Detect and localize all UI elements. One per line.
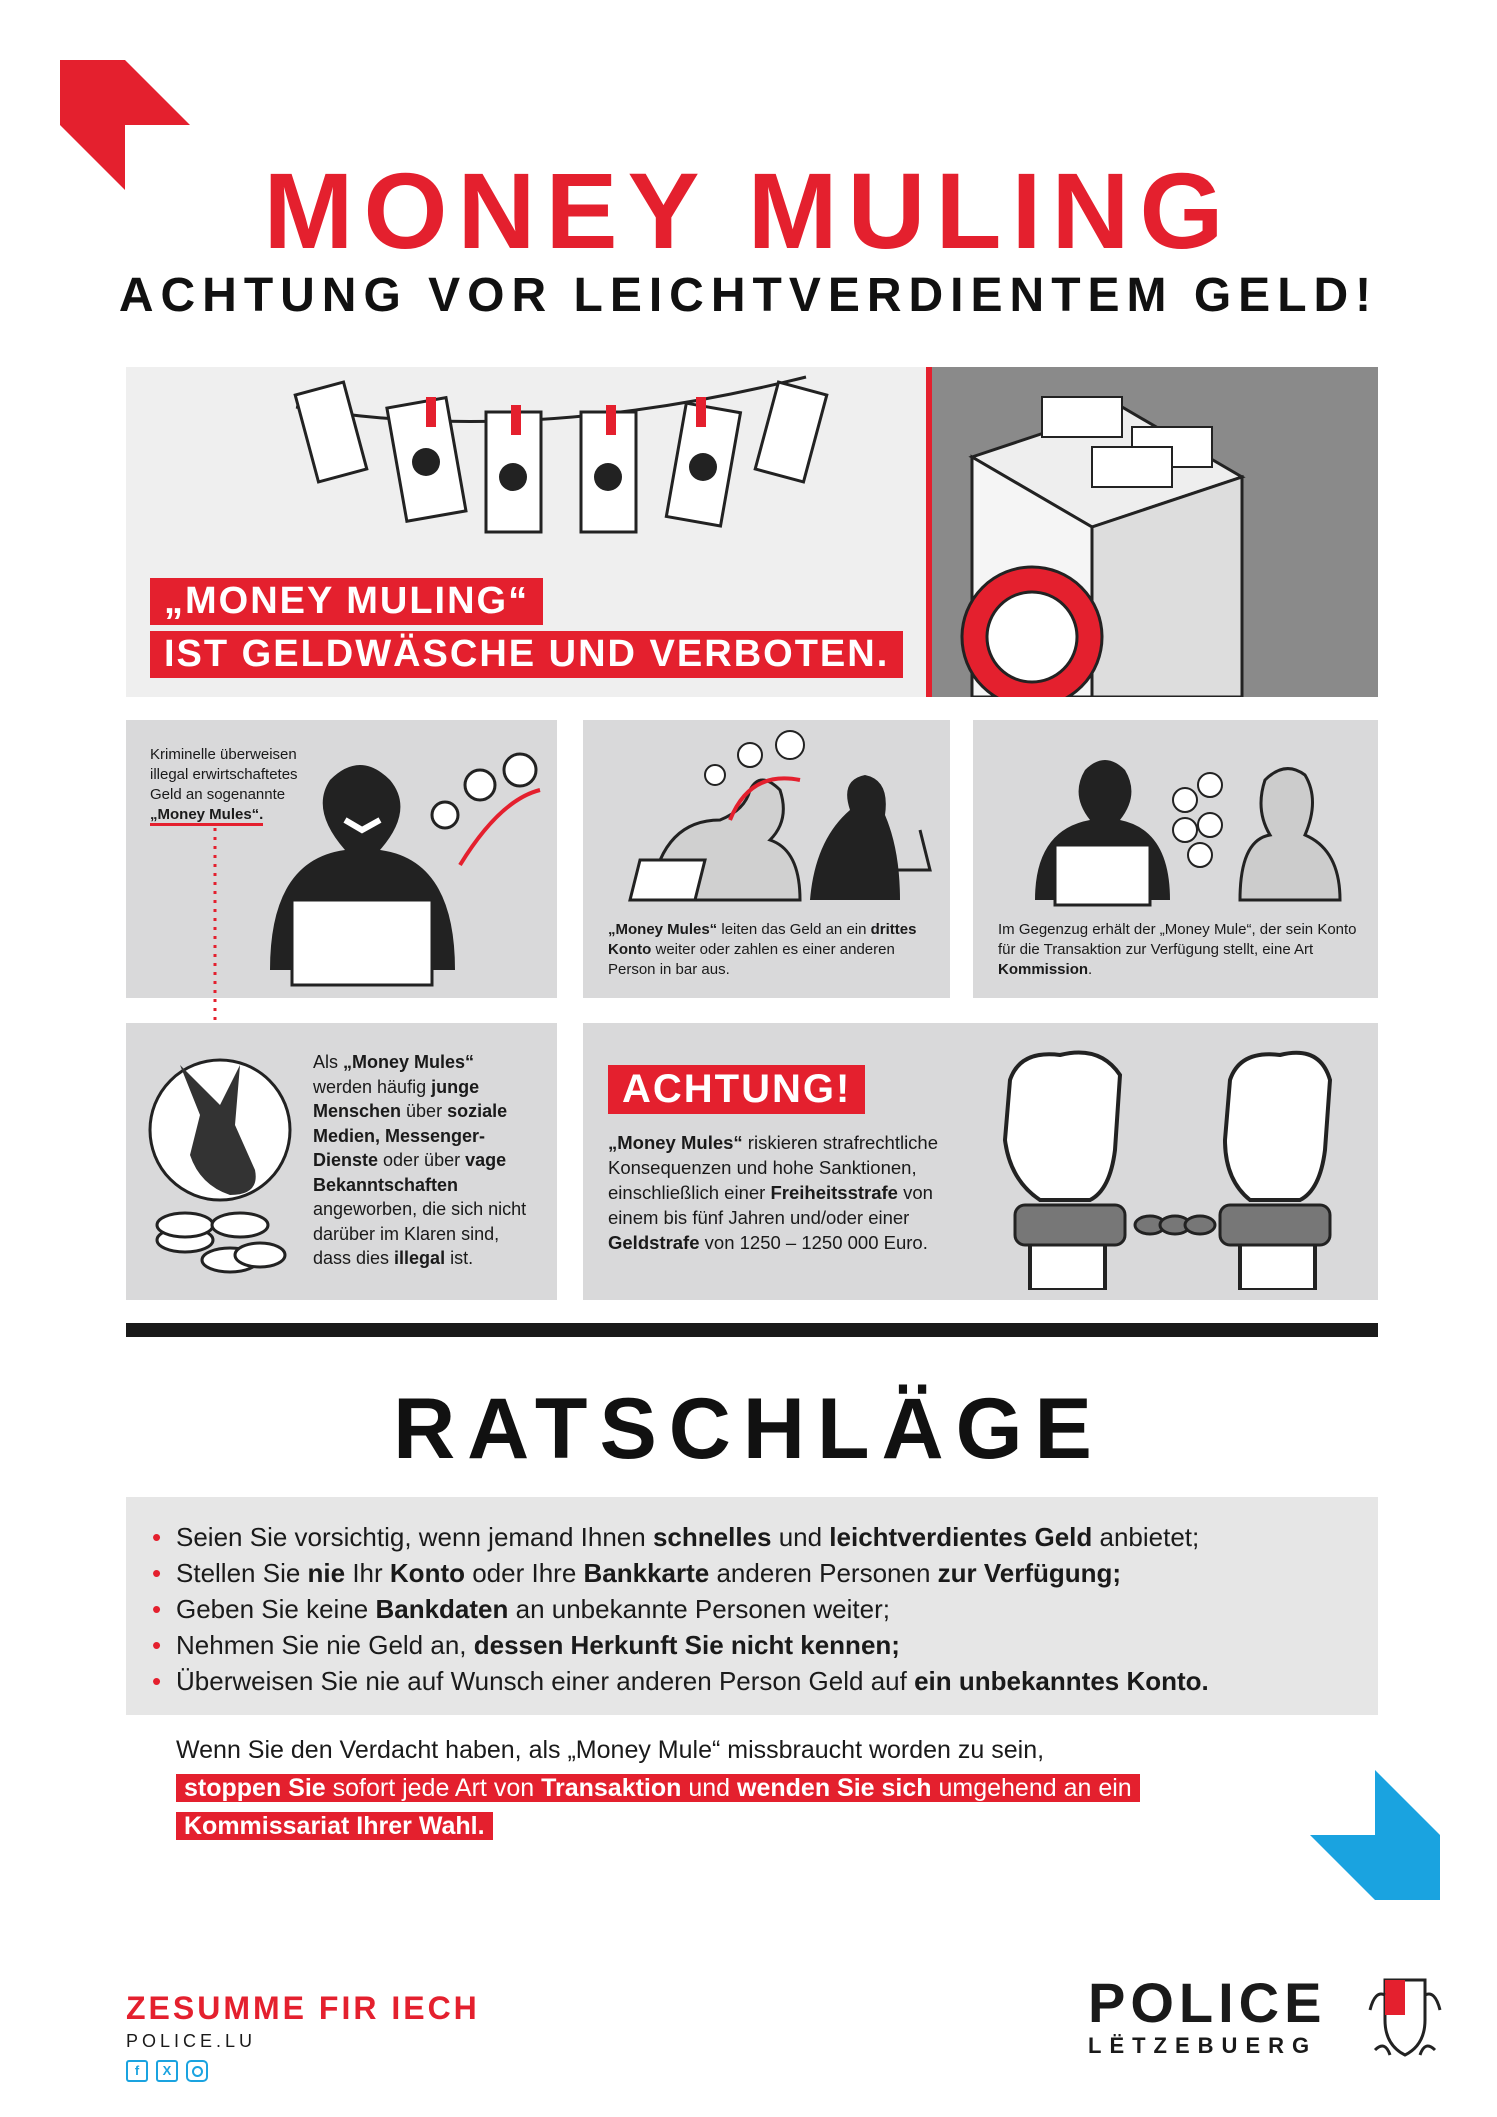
- advice-list: [126, 1497, 1378, 1715]
- social-icons: [126, 2060, 480, 2082]
- panel-recruitment-text: Als „Money Mules“ werden häufig junge Menschen über soziale Medien, Messenger-Dienste oder über vage Bekanntschaften angeworben, die sich nicht darüber im Klaren sind, dass dies illegal ist.: [313, 1052, 527, 1268]
- advice-warning-line1: Wenn Sie den Verdacht haben, als „Money Mule“ missbraucht worden zu sein,: [176, 1736, 1045, 1764]
- coat-of-arms-icon: [1365, 1970, 1445, 2060]
- clothesline-banknotes: [126, 367, 926, 567]
- list-item: • Nehmen Sie nie Geld an, dessen Herkunft Sie nicht kennen;: [176, 1627, 1378, 1663]
- panel-criminals-text: Kriminelle überweisen illegal erwirtschaftetes Geld an sogenannte „Money Mules“.: [150, 745, 320, 825]
- list-item: • Stellen Sie nie Ihr Konto oder Ihre Bankkarte anderen Personen zur Verfügung;: [176, 1555, 1378, 1591]
- x-icon[interactable]: X: [156, 2060, 178, 2082]
- hero-headline: [150, 578, 903, 678]
- hero-divider: [926, 367, 932, 697]
- list-item: • Überweisen Sie nie auf Wunsch einer anderen Person Geld auf ein unbekanntes Konto.: [176, 1663, 1378, 1699]
- panel-commission-text: Im Gegenzug erhält der „Money Mule“, der sein Konto für die Transaktion zur Verfügung stellt, eine Art Kommission.: [998, 921, 1357, 978]
- money-transfer-illustration: [600, 730, 940, 910]
- money-mules-term: „Money Mules“.: [150, 806, 263, 826]
- section-divider: [126, 1323, 1378, 1337]
- corner-arrow-bottom-right: [1310, 1770, 1440, 1900]
- police-logo-text: POLICE: [1088, 1971, 1327, 2034]
- panel-warning-text: „Money Mules“ riskieren strafrechtliche Konsequenzen und hohe Sanktionen, einschließlich einer Freiheitsstrafe von einem bis fünf Jahren und/oder einer Geldstrafe von 1250 – 1250 000 Euro.: [608, 1132, 939, 1253]
- washing-machine-illustration: [932, 367, 1378, 697]
- hero-headline-line1: „MONEY MULING“: [150, 578, 543, 625]
- list-item: • Seien Sie vorsichtig, wenn jemand Ihnen schnelles und leichtverdientes Geld anbietet;: [176, 1519, 1378, 1555]
- panel-forwarding-text: „Money Mules“ leiten das Geld an ein drittes Konto weiter oder zahlen es einer anderen Person in bar aus.: [608, 921, 917, 978]
- hero-headline-line2: IST GELDWÄSCHE UND VERBOTEN.: [150, 631, 903, 678]
- footer-slogan: ZESUMME FIR IECH: [126, 1990, 480, 2026]
- footer-url[interactable]: POLICE.LU: [126, 2031, 257, 2051]
- police-logo-subtext: LËTZEBUERG: [1088, 2033, 1318, 2058]
- commission-illustration: [1020, 740, 1350, 910]
- list-item: • Geben Sie keine Bankdaten an unbekannte Personen weiter;: [176, 1591, 1378, 1627]
- police-logo: [1088, 1971, 1327, 2059]
- advice-heading: RATSCHLÄGE: [393, 1381, 1104, 1477]
- instagram-icon[interactable]: [186, 2060, 208, 2082]
- hacker-illustration: [250, 740, 550, 990]
- page-title: MONEY MULING: [263, 150, 1234, 271]
- advice-warning: Wenn Sie den Verdacht haben, als „Money Mule“ missbraucht worden zu sein, stoppen Sie sofort jede Art von Transaktion und wenden Sie sich umgehend an ein Kommissariat Ihrer Wahl.: [176, 1732, 1226, 1844]
- handcuffed-fists-illustration: [980, 1040, 1360, 1290]
- footer-left: [126, 1990, 480, 2082]
- facebook-icon[interactable]: f: [126, 2060, 148, 2082]
- page-subtitle: ACHTUNG VOR LEICHTVERDIENTEM GELD!: [118, 269, 1379, 322]
- donkey-illustration: [140, 1045, 300, 1285]
- warning-heading: ACHTUNG!: [608, 1065, 865, 1114]
